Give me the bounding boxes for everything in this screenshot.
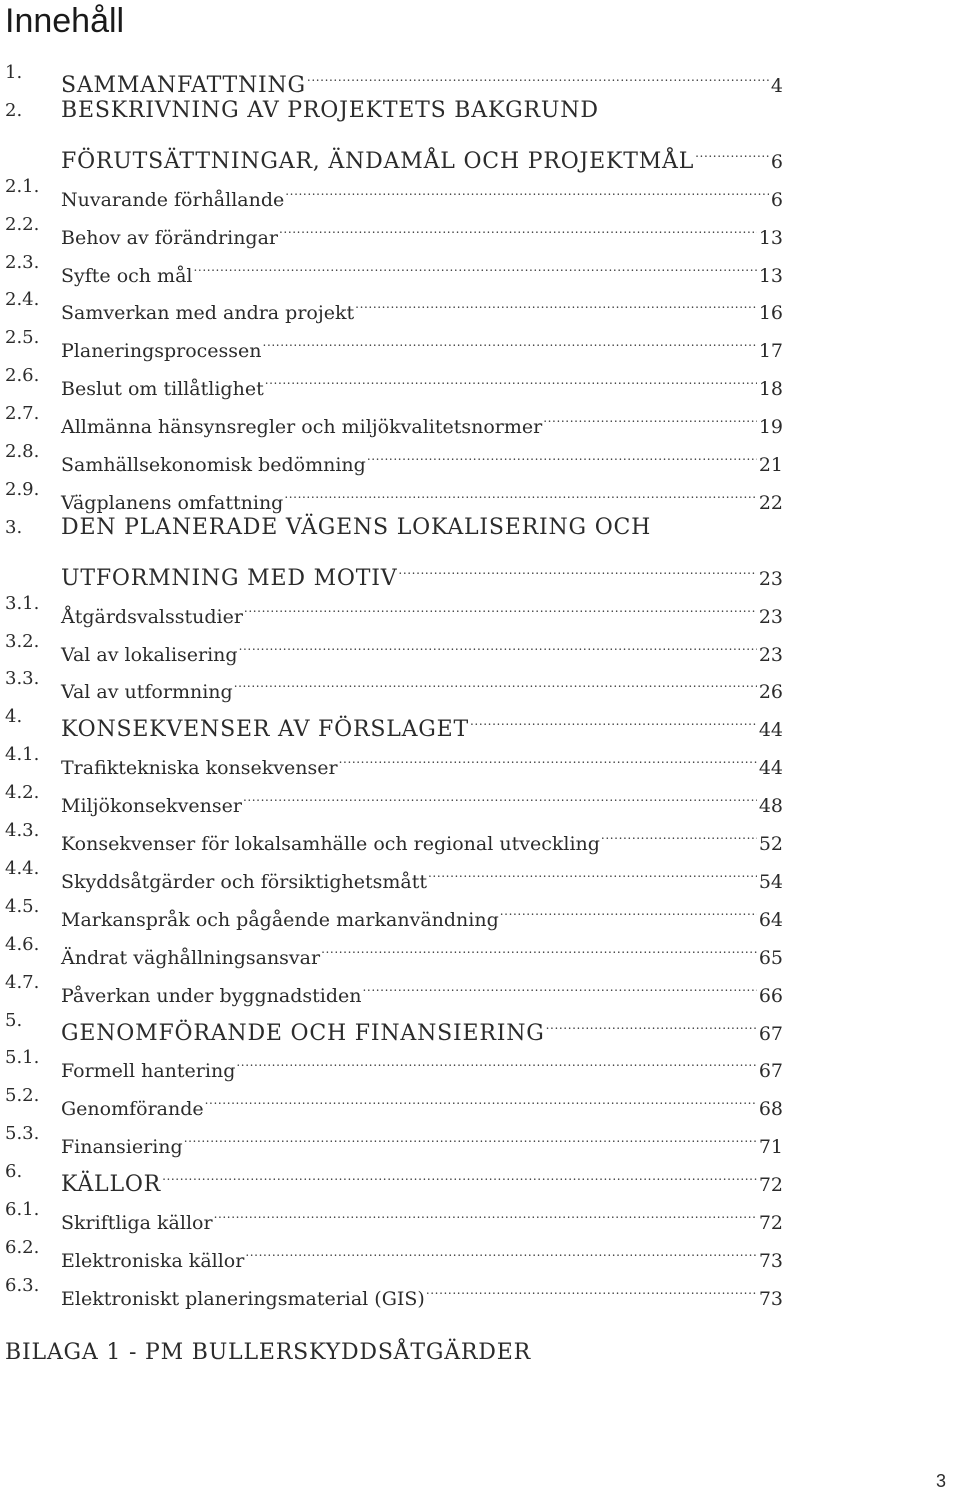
toc-entry[interactable] [0,1115,960,1158]
toc-entry-page: 44 [758,757,783,779]
toc-entry-page: 6 [770,189,783,211]
page-number: 3 [935,1471,946,1491]
toc-entry[interactable] [0,698,960,742]
toc-entry-number: 6.3. [5,1275,40,1296]
toc-entry[interactable] [0,660,960,703]
toc-entry-page: 67 [758,1060,783,1082]
toc-entry-number: 1. [5,62,23,83]
toc-leader-dots [363,964,757,1002]
toc-entry[interactable] [0,206,960,249]
toc-entry-number: 2.2. [5,214,40,235]
toc-entry[interactable] [0,774,960,817]
toc-entry-number: 4.5. [5,896,40,917]
toc-leader-dots [546,1002,757,1040]
toc-entry-number: 4.3. [5,820,40,841]
toc-entry-page: 13 [758,265,783,287]
toc-entry-title: Markanspråk och pågående markanvändning [61,909,499,931]
toc-entry-number: 6. [5,1161,23,1182]
toc-leader-dots [355,281,757,319]
toc-leader-dots [601,812,757,850]
toc-entry-title: Elektroniska källor [61,1250,245,1272]
toc-entry-number: 3.2. [5,631,40,652]
toc-entry-number: 2.8. [5,441,40,462]
toc-entry-page: 13 [758,227,783,249]
toc-entry[interactable] [0,1077,960,1120]
toc-entry-page: 54 [758,871,783,893]
appendix-heading: BILAGA 1 - PM BULLERSKYDDSÅTGÄRDER [5,1340,531,1365]
toc-entry-page: 21 [758,454,783,476]
toc-leader-dots [321,926,757,964]
toc-entry-number: 2.1. [5,176,40,197]
toc-entry-page: 64 [758,909,783,931]
toc-entry-page: 67 [758,1023,783,1045]
toc-entry-page: 17 [758,340,783,362]
toc-leader-dots [398,547,756,585]
toc-leader-dots [470,698,757,736]
toc-entry-page: 73 [758,1288,783,1310]
toc-entry-line [61,1267,783,1318]
toc-entry[interactable] [0,623,960,666]
toc-leader-dots [243,774,757,812]
toc-entry[interactable] [0,812,960,855]
toc-entry-title: Behov av förändringar [61,227,279,249]
toc-leader-dots [695,130,769,168]
toc-entry-title: BESKRIVNING AV PROJEKTETS BAKGRUND [61,98,599,123]
toc-entry-number: 3. [5,517,23,538]
toc-leader-dots [367,433,757,471]
toc-entry-line [61,92,783,130]
toc-entry[interactable] [0,1267,960,1310]
toc-entry-title: Åtgärdsvalsstudier [61,606,243,628]
toc-entry-number: 2.9. [5,479,40,500]
toc-entry-page: 65 [758,947,783,969]
toc-leader-dots [428,850,757,888]
toc-entry-title: Skyddsåtgärder och försiktighetsmått [61,871,428,893]
toc-entry[interactable] [0,244,960,287]
toc-entry-number: 6.2. [5,1237,40,1258]
toc-leader-dots [543,395,757,433]
toc-entry-number: 4.1. [5,744,40,765]
toc-entry[interactable] [0,1229,960,1272]
toc-entry[interactable] [0,736,960,779]
toc-entry-page: 72 [758,1212,783,1234]
toc-leader-dots [284,471,756,509]
toc-entry-title: Syfte och mål [61,265,193,287]
toc-leader-dots [285,168,769,206]
toc-entry-number: 6.1. [5,1199,40,1220]
toc-entry-title: Finansiering [61,1136,183,1158]
toc-entry-number: 2.7. [5,403,40,424]
toc-entry-page: 22 [758,492,783,514]
toc-entry-number: 5. [5,1010,23,1031]
toc-entry-title: Konsekvenser för lokalsamhälle och regional utveckling [61,833,600,855]
toc-entry-page: 71 [758,1136,783,1158]
toc-entry-number: 4. [5,706,23,727]
toc-entry-number: 5.1. [5,1047,40,1068]
toc-entry-title: Allmänna hänsynsregler och miljökvalitetsnormer [61,416,543,438]
toc-entry-page: 73 [758,1250,783,1272]
toc-entry-title: Påverkan under byggnadstiden [61,985,362,1007]
toc-entry-page: 4 [770,75,783,97]
toc-entry-page: 6 [770,151,783,173]
toc-entry-page: 72 [758,1174,783,1196]
toc-entry-number: 2. [5,100,23,121]
toc-entry-number: 4.4. [5,858,40,879]
toc-entry-page: 26 [758,681,783,703]
toc-leader-dots [234,660,757,698]
toc-entry[interactable] [0,130,960,174]
toc-leader-dots [339,736,757,774]
toc-entry-title: Skriftliga källor [61,1212,213,1234]
toc-entry[interactable] [0,926,960,969]
toc-entry-title: Samhällsekonomisk bedömning [61,454,366,476]
toc-entry[interactable] [0,888,960,931]
toc-entry[interactable] [0,281,960,324]
toc-entry-number: 2.6. [5,365,40,386]
toc-entry-page: 48 [758,795,783,817]
toc-entry-title: SAMMANFATTNING [61,73,306,98]
toc-entry[interactable] [0,395,960,438]
toc-entry-page: 18 [758,378,783,400]
toc-leader-dots [205,1077,757,1115]
toc-entry-page: 23 [758,568,783,590]
toc-leader-dots [239,623,757,661]
toc-entry[interactable] [0,1153,960,1197]
toc-entry-title: Genomförande [61,1098,204,1120]
toc-entry-title: FÖRUTSÄTTNINGAR, ÄNDAMÅL OCH PROJEKTMÅL [61,149,695,174]
toc-entry[interactable] [0,92,960,130]
toc-leader-dots [426,1267,757,1305]
toc-entry[interactable] [0,509,960,547]
toc-entry-number: 5.3. [5,1123,40,1144]
toc-entry-title: Val av utformning [61,681,233,703]
toc-leader-dots [279,206,757,244]
toc-entry-title: Nuvarande förhållande [61,189,285,211]
toc-entry-number: 3.1. [5,593,40,614]
toc-entry-number: 2.4. [5,289,40,310]
toc-entry[interactable] [0,357,960,400]
toc-entry[interactable] [0,964,960,1007]
toc-leader-dots [500,888,757,926]
toc-entry-number: 2.3. [5,252,40,273]
toc-entry-title: Beslut om tillåtlighet [61,378,264,400]
toc-entry-page: 23 [758,606,783,628]
toc-entry-title: Ändrat väghållningsansvar [61,947,321,969]
toc-entry-title: KÄLLOR [61,1172,162,1197]
toc-leader-dots [245,1229,756,1267]
toc-entry-title: Planeringsprocessen [61,340,262,362]
toc-leader-dots [307,54,769,92]
toc-entry[interactable] [0,319,960,362]
toc-leader-dots [265,357,757,395]
toc-entry-number: 5.2. [5,1085,40,1106]
toc-entry-title: Samverkan med andra projekt [61,302,355,324]
toc-leader-dots [184,1115,757,1153]
toc-entry-title: UTFORMNING MED MOTIV [61,566,398,591]
toc-entry-title: Vägplanens omfattning [61,492,284,514]
toc-entry-page: 23 [758,644,783,666]
toc-entry-title: Val av lokalisering [61,644,238,666]
toc-entry[interactable] [0,1002,960,1046]
toc-entry-page: 16 [758,302,783,324]
toc-entry-page: 52 [758,833,783,855]
toc-entry[interactable] [0,433,960,476]
toc-entry-page: 19 [758,416,783,438]
toc-leader-dots [236,1039,756,1077]
toc-leader-dots [162,1153,757,1191]
toc-leader-dots [214,1191,757,1229]
toc-entry-line [61,509,783,547]
toc-leader-dots [244,585,757,623]
toc-entry-title: Elektroniskt planeringsmaterial (GIS) [61,1288,425,1310]
toc-entry-number: 3.3. [5,668,40,689]
toc-entry[interactable] [0,1191,960,1234]
toc-entry-title: DEN PLANERADE VÄGENS LOKALISERING OCH [61,515,652,540]
toc-entry[interactable] [0,585,960,628]
toc-entry[interactable] [0,547,960,591]
toc-entry-number: 4.2. [5,782,40,803]
page-title: Innehåll [5,2,125,40]
toc-entry-title: GENOMFÖRANDE OCH FINANSIERING [61,1021,545,1046]
toc-entry-title: KONSEKVENSER AV FÖRSLAGET [61,717,469,742]
toc-entry[interactable] [0,1039,960,1082]
toc-entry-page: 66 [758,985,783,1007]
toc-leader-dots [193,244,756,282]
toc-entry-number: 4.6. [5,934,40,955]
toc-entry-number: 2.5. [5,327,40,348]
toc-leader-dots [263,319,757,357]
toc-entry-title: Trafiktekniska konsekvenser [61,757,338,779]
toc-entry-title: Formell hantering [61,1060,236,1082]
toc-entry-page: 68 [758,1098,783,1120]
toc-entry[interactable] [0,54,960,98]
toc-entry[interactable] [0,168,960,211]
toc-entry[interactable] [0,471,960,514]
toc-entry[interactable] [0,850,960,893]
toc-entry-title: Miljökonsekvenser [61,795,242,817]
toc-entry-number: 4.7. [5,972,40,993]
toc-entry-page: 44 [758,719,783,741]
